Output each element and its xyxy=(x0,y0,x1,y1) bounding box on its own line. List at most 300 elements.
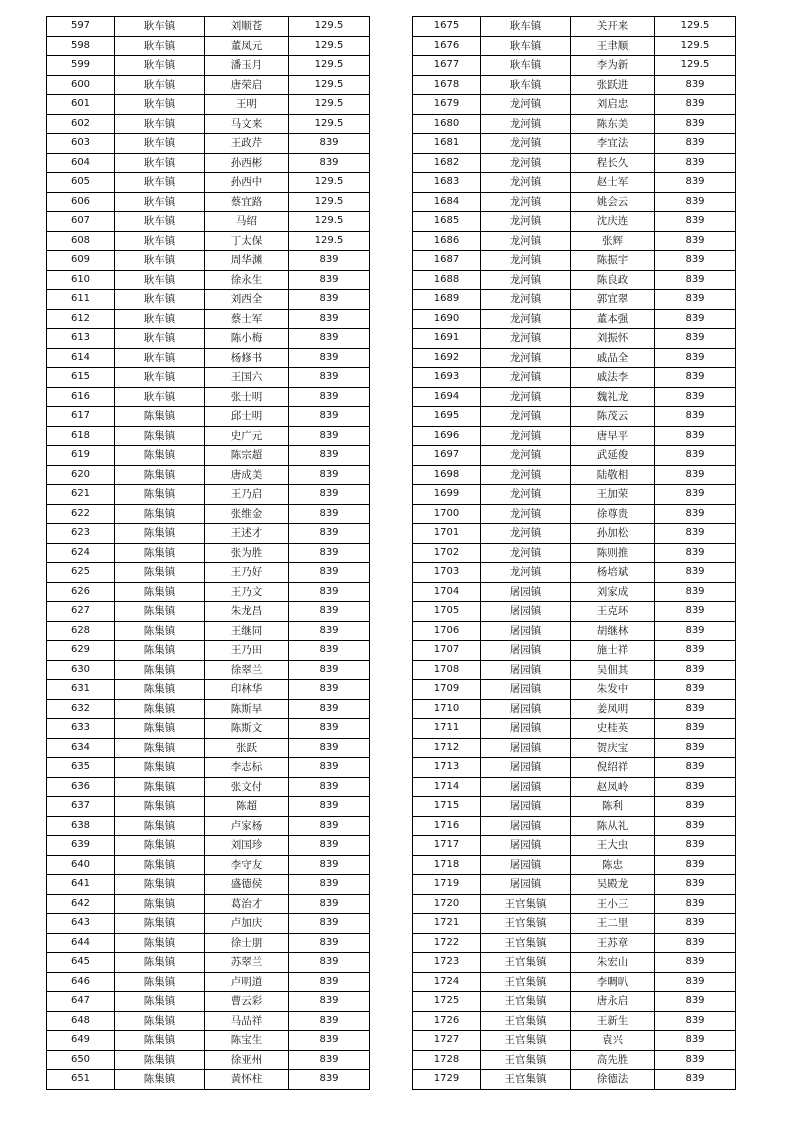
table-row xyxy=(47,95,370,115)
town-cell: 王官集镇 xyxy=(481,1070,571,1090)
town-cell: 陈集镇 xyxy=(115,582,205,602)
row-number: 1676 xyxy=(413,36,481,56)
row-number: 1696 xyxy=(413,426,481,446)
town-cell: 王官集镇 xyxy=(481,1011,571,1031)
town-cell: 陈集镇 xyxy=(115,1070,205,1090)
amount-cell: 839 xyxy=(655,1050,736,1070)
table-row xyxy=(47,465,370,485)
town-cell: 陈集镇 xyxy=(115,621,205,641)
row-number: 640 xyxy=(47,855,115,875)
town-cell: 屠园镇 xyxy=(481,738,571,758)
town-cell: 耿车镇 xyxy=(115,114,205,134)
row-number: 641 xyxy=(47,875,115,895)
row-number: 1727 xyxy=(413,1031,481,1051)
town-cell: 龙河镇 xyxy=(481,563,571,583)
name-cell: 刘家成 xyxy=(571,582,655,602)
name-cell: 印林华 xyxy=(205,680,289,700)
row-number: 599 xyxy=(47,56,115,76)
town-cell: 陈集镇 xyxy=(115,855,205,875)
town-cell: 陈集镇 xyxy=(115,524,205,544)
row-number: 607 xyxy=(47,212,115,232)
amount-cell: 839 xyxy=(289,426,370,446)
amount-cell: 839 xyxy=(289,933,370,953)
name-cell: 潘玉月 xyxy=(205,56,289,76)
row-number: 622 xyxy=(47,504,115,524)
table-row xyxy=(47,36,370,56)
name-cell: 刘国珍 xyxy=(205,836,289,856)
amount-cell: 839 xyxy=(655,953,736,973)
table-row xyxy=(413,777,736,797)
amount-cell: 839 xyxy=(289,446,370,466)
name-cell: 王继同 xyxy=(205,621,289,641)
amount-cell: 839 xyxy=(289,602,370,622)
amount-cell: 839 xyxy=(655,95,736,115)
row-number: 643 xyxy=(47,914,115,934)
amount-cell: 839 xyxy=(655,446,736,466)
row-number: 616 xyxy=(47,387,115,407)
town-cell: 王官集镇 xyxy=(481,1031,571,1051)
town-cell: 龙河镇 xyxy=(481,387,571,407)
town-cell: 陈集镇 xyxy=(115,797,205,817)
name-cell: 王克环 xyxy=(571,602,655,622)
amount-cell: 839 xyxy=(655,738,736,758)
name-cell: 刘振怀 xyxy=(571,329,655,349)
amount-cell: 839 xyxy=(289,563,370,583)
amount-cell: 839 xyxy=(289,387,370,407)
town-cell: 屠园镇 xyxy=(481,758,571,778)
name-cell: 马品祥 xyxy=(205,1011,289,1031)
row-number: 1721 xyxy=(413,914,481,934)
amount-cell: 839 xyxy=(289,329,370,349)
name-cell: 刘启忠 xyxy=(571,95,655,115)
table-row xyxy=(47,1031,370,1051)
town-cell: 陈集镇 xyxy=(115,426,205,446)
name-cell: 王乃启 xyxy=(205,485,289,505)
table-row xyxy=(413,543,736,563)
town-cell: 王官集镇 xyxy=(481,972,571,992)
name-cell: 陈宗超 xyxy=(205,446,289,466)
town-cell: 耿车镇 xyxy=(115,270,205,290)
table-row xyxy=(413,75,736,95)
amount-cell: 839 xyxy=(289,894,370,914)
name-cell: 陈宝生 xyxy=(205,1031,289,1051)
table-row xyxy=(413,36,736,56)
name-cell: 陈斯文 xyxy=(205,719,289,739)
town-cell: 屠园镇 xyxy=(481,680,571,700)
amount-cell: 839 xyxy=(655,407,736,427)
name-cell: 李宜法 xyxy=(571,134,655,154)
table-row xyxy=(47,543,370,563)
amount-cell: 839 xyxy=(289,407,370,427)
table-row xyxy=(47,173,370,193)
amount-cell: 839 xyxy=(289,1011,370,1031)
town-cell: 龙河镇 xyxy=(481,426,571,446)
name-cell: 陈振宇 xyxy=(571,251,655,271)
row-number: 1675 xyxy=(413,17,481,37)
row-number: 647 xyxy=(47,992,115,1012)
town-cell: 屠园镇 xyxy=(481,582,571,602)
amount-cell: 839 xyxy=(655,348,736,368)
name-cell: 张辉 xyxy=(571,231,655,251)
name-cell: 马文来 xyxy=(205,114,289,134)
table-row xyxy=(413,368,736,388)
town-cell: 屠园镇 xyxy=(481,855,571,875)
row-number: 1700 xyxy=(413,504,481,524)
table-row xyxy=(413,641,736,661)
table-row xyxy=(47,563,370,583)
town-cell: 陈集镇 xyxy=(115,485,205,505)
row-number: 1719 xyxy=(413,875,481,895)
table-row xyxy=(47,875,370,895)
row-number: 629 xyxy=(47,641,115,661)
table-row xyxy=(413,465,736,485)
town-cell: 陈集镇 xyxy=(115,914,205,934)
name-cell: 徐德法 xyxy=(571,1070,655,1090)
town-cell: 陈集镇 xyxy=(115,680,205,700)
table-row xyxy=(47,309,370,329)
table-row xyxy=(413,153,736,173)
row-number: 634 xyxy=(47,738,115,758)
name-cell: 张跃进 xyxy=(571,75,655,95)
amount-cell: 839 xyxy=(289,582,370,602)
row-number: 619 xyxy=(47,446,115,466)
amount-cell: 839 xyxy=(655,836,736,856)
name-cell: 杨培斌 xyxy=(571,563,655,583)
table-row xyxy=(413,485,736,505)
table-row xyxy=(413,56,736,76)
row-number: 1717 xyxy=(413,836,481,856)
row-number: 1687 xyxy=(413,251,481,271)
row-number: 635 xyxy=(47,758,115,778)
town-cell: 耿车镇 xyxy=(115,309,205,329)
table-row xyxy=(413,251,736,271)
town-cell: 陈集镇 xyxy=(115,933,205,953)
town-cell: 耿车镇 xyxy=(115,212,205,232)
table-row xyxy=(413,309,736,329)
town-cell: 耿车镇 xyxy=(115,368,205,388)
amount-cell: 839 xyxy=(289,855,370,875)
table-row xyxy=(413,816,736,836)
town-cell: 陈集镇 xyxy=(115,543,205,563)
town-cell: 龙河镇 xyxy=(481,173,571,193)
row-number: 644 xyxy=(47,933,115,953)
amount-cell: 839 xyxy=(655,602,736,622)
name-cell: 徐翠兰 xyxy=(205,660,289,680)
amount-cell: 839 xyxy=(289,621,370,641)
table-row xyxy=(413,173,736,193)
amount-cell: 839 xyxy=(289,465,370,485)
name-cell: 陈良政 xyxy=(571,270,655,290)
town-cell: 龙河镇 xyxy=(481,368,571,388)
table-row xyxy=(413,1011,736,1031)
table-row xyxy=(47,1070,370,1090)
name-cell: 陈从礼 xyxy=(571,816,655,836)
town-cell: 屠园镇 xyxy=(481,797,571,817)
table-row xyxy=(413,894,736,914)
name-cell: 王新生 xyxy=(571,1011,655,1031)
town-cell: 屠园镇 xyxy=(481,836,571,856)
town-cell: 王官集镇 xyxy=(481,953,571,973)
table-row xyxy=(413,270,736,290)
amount-cell: 839 xyxy=(289,719,370,739)
row-number: 1713 xyxy=(413,758,481,778)
row-number: 1704 xyxy=(413,582,481,602)
town-cell: 龙河镇 xyxy=(481,114,571,134)
name-cell: 刘顺苍 xyxy=(205,17,289,37)
row-number: 1694 xyxy=(413,387,481,407)
amount-cell: 839 xyxy=(289,758,370,778)
table-row xyxy=(413,504,736,524)
amount-cell: 839 xyxy=(289,251,370,271)
table-row xyxy=(413,212,736,232)
town-cell: 陈集镇 xyxy=(115,816,205,836)
row-number: 1728 xyxy=(413,1050,481,1070)
town-cell: 陈集镇 xyxy=(115,602,205,622)
amount-cell: 839 xyxy=(289,1050,370,1070)
row-number: 1691 xyxy=(413,329,481,349)
amount-cell: 839 xyxy=(655,699,736,719)
row-number: 1712 xyxy=(413,738,481,758)
name-cell: 吴殿龙 xyxy=(571,875,655,895)
row-number: 636 xyxy=(47,777,115,797)
amount-cell: 839 xyxy=(655,816,736,836)
amount-cell: 839 xyxy=(655,504,736,524)
town-cell: 王官集镇 xyxy=(481,992,571,1012)
table-row xyxy=(47,524,370,544)
amount-cell: 839 xyxy=(655,1011,736,1031)
town-cell: 陈集镇 xyxy=(115,504,205,524)
name-cell: 王国六 xyxy=(205,368,289,388)
town-cell: 屠园镇 xyxy=(481,816,571,836)
name-cell: 丁太保 xyxy=(205,231,289,251)
amount-cell: 129.5 xyxy=(289,75,370,95)
name-cell: 陈东美 xyxy=(571,114,655,134)
name-cell: 王乃文 xyxy=(205,582,289,602)
name-cell: 王政芹 xyxy=(205,134,289,154)
name-cell: 姚会云 xyxy=(571,192,655,212)
row-number: 1692 xyxy=(413,348,481,368)
amount-cell: 839 xyxy=(655,680,736,700)
town-cell: 陈集镇 xyxy=(115,660,205,680)
amount-cell: 839 xyxy=(289,348,370,368)
town-cell: 耿车镇 xyxy=(115,36,205,56)
name-cell: 陈小梅 xyxy=(205,329,289,349)
row-number: 1725 xyxy=(413,992,481,1012)
amount-cell: 839 xyxy=(655,485,736,505)
table-row xyxy=(413,933,736,953)
name-cell: 孙西彬 xyxy=(205,153,289,173)
name-cell: 吴佃其 xyxy=(571,660,655,680)
name-cell: 王乃好 xyxy=(205,563,289,583)
row-number: 1707 xyxy=(413,641,481,661)
row-number: 621 xyxy=(47,485,115,505)
town-cell: 屠园镇 xyxy=(481,719,571,739)
table-row xyxy=(413,426,736,446)
row-number: 1682 xyxy=(413,153,481,173)
table-row xyxy=(413,738,736,758)
name-cell: 戚法李 xyxy=(571,368,655,388)
town-cell: 龙河镇 xyxy=(481,134,571,154)
amount-cell: 839 xyxy=(655,114,736,134)
left-table-body xyxy=(47,17,370,1090)
amount-cell: 839 xyxy=(655,231,736,251)
table-row xyxy=(47,329,370,349)
town-cell: 龙河镇 xyxy=(481,524,571,544)
row-number: 651 xyxy=(47,1070,115,1090)
right-table-body xyxy=(413,17,736,1090)
town-cell: 陈集镇 xyxy=(115,777,205,797)
table-row xyxy=(413,446,736,466)
table-row xyxy=(413,134,736,154)
name-cell: 沈庆连 xyxy=(571,212,655,232)
town-cell: 耿车镇 xyxy=(481,56,571,76)
town-cell: 龙河镇 xyxy=(481,465,571,485)
town-cell: 王官集镇 xyxy=(481,894,571,914)
row-number: 1703 xyxy=(413,563,481,583)
town-cell: 王官集镇 xyxy=(481,1050,571,1070)
name-cell: 王明 xyxy=(205,95,289,115)
table-row xyxy=(47,797,370,817)
town-cell: 陈集镇 xyxy=(115,465,205,485)
table-row xyxy=(47,894,370,914)
amount-cell: 839 xyxy=(289,543,370,563)
row-number: 1716 xyxy=(413,816,481,836)
town-cell: 屠园镇 xyxy=(481,660,571,680)
table-row xyxy=(413,1070,736,1090)
table-row xyxy=(47,719,370,739)
row-number: 606 xyxy=(47,192,115,212)
town-cell: 陈集镇 xyxy=(115,1011,205,1031)
name-cell: 张士明 xyxy=(205,387,289,407)
town-cell: 陈集镇 xyxy=(115,1050,205,1070)
table-row xyxy=(47,290,370,310)
amount-cell: 839 xyxy=(289,660,370,680)
row-number: 632 xyxy=(47,699,115,719)
table-row xyxy=(47,992,370,1012)
amount-cell: 129.5 xyxy=(289,192,370,212)
row-number: 1710 xyxy=(413,699,481,719)
amount-cell: 839 xyxy=(289,368,370,388)
row-number: 1686 xyxy=(413,231,481,251)
table-row xyxy=(413,1050,736,1070)
name-cell: 徐亚州 xyxy=(205,1050,289,1070)
row-number: 631 xyxy=(47,680,115,700)
amount-cell: 839 xyxy=(655,758,736,778)
town-cell: 陈集镇 xyxy=(115,992,205,1012)
name-cell: 史广元 xyxy=(205,426,289,446)
row-number: 1715 xyxy=(413,797,481,817)
name-cell: 盛德侯 xyxy=(205,875,289,895)
town-cell: 龙河镇 xyxy=(481,231,571,251)
row-number: 1723 xyxy=(413,953,481,973)
town-cell: 陈集镇 xyxy=(115,758,205,778)
name-cell: 孙加松 xyxy=(571,524,655,544)
row-number: 612 xyxy=(47,309,115,329)
town-cell: 龙河镇 xyxy=(481,251,571,271)
amount-cell: 839 xyxy=(655,797,736,817)
name-cell: 程长久 xyxy=(571,153,655,173)
table-row xyxy=(47,758,370,778)
amount-cell: 839 xyxy=(289,816,370,836)
name-cell: 王大虫 xyxy=(571,836,655,856)
table-row xyxy=(47,855,370,875)
amount-cell: 839 xyxy=(289,153,370,173)
row-number: 618 xyxy=(47,426,115,446)
amount-cell: 129.5 xyxy=(289,231,370,251)
town-cell: 耿车镇 xyxy=(115,192,205,212)
amount-cell: 839 xyxy=(655,855,736,875)
amount-cell: 839 xyxy=(655,75,736,95)
name-cell: 李为新 xyxy=(571,56,655,76)
table-row xyxy=(47,680,370,700)
table-row xyxy=(413,699,736,719)
table-row xyxy=(413,621,736,641)
name-cell: 高先胜 xyxy=(571,1050,655,1070)
name-cell: 贺庆宝 xyxy=(571,738,655,758)
row-number: 600 xyxy=(47,75,115,95)
town-cell: 耿车镇 xyxy=(115,231,205,251)
amount-cell: 839 xyxy=(655,290,736,310)
town-cell: 陈集镇 xyxy=(115,563,205,583)
left-table xyxy=(46,16,370,1090)
town-cell: 龙河镇 xyxy=(481,270,571,290)
table-row xyxy=(47,153,370,173)
row-number: 638 xyxy=(47,816,115,836)
table-row xyxy=(413,660,736,680)
town-cell: 耿车镇 xyxy=(115,153,205,173)
table-row xyxy=(47,699,370,719)
table-row xyxy=(413,758,736,778)
amount-cell: 839 xyxy=(289,524,370,544)
town-cell: 耿车镇 xyxy=(481,17,571,37)
table-row xyxy=(413,992,736,1012)
amount-cell: 839 xyxy=(655,894,736,914)
amount-cell: 839 xyxy=(655,309,736,329)
row-number: 598 xyxy=(47,36,115,56)
town-cell: 陈集镇 xyxy=(115,738,205,758)
town-cell: 陈集镇 xyxy=(115,407,205,427)
name-cell: 杨修书 xyxy=(205,348,289,368)
table-row xyxy=(413,114,736,134)
row-number: 1718 xyxy=(413,855,481,875)
name-cell: 卢明道 xyxy=(205,972,289,992)
row-number: 637 xyxy=(47,797,115,817)
table-row xyxy=(413,192,736,212)
name-cell: 陈超 xyxy=(205,797,289,817)
amount-cell: 129.5 xyxy=(289,95,370,115)
row-number: 1693 xyxy=(413,368,481,388)
row-number: 1720 xyxy=(413,894,481,914)
amount-cell: 839 xyxy=(655,543,736,563)
town-cell: 陈集镇 xyxy=(115,972,205,992)
name-cell: 史桂英 xyxy=(571,719,655,739)
table-row xyxy=(47,426,370,446)
row-number: 609 xyxy=(47,251,115,271)
table-row xyxy=(413,1031,736,1051)
row-number: 648 xyxy=(47,1011,115,1031)
table-row xyxy=(47,641,370,661)
row-number: 1683 xyxy=(413,173,481,193)
town-cell: 王官集镇 xyxy=(481,933,571,953)
name-cell: 曹云彩 xyxy=(205,992,289,1012)
amount-cell: 839 xyxy=(289,777,370,797)
name-cell: 王乃田 xyxy=(205,641,289,661)
row-number: 630 xyxy=(47,660,115,680)
row-number: 1711 xyxy=(413,719,481,739)
row-number: 1701 xyxy=(413,524,481,544)
table-row xyxy=(413,290,736,310)
town-cell: 龙河镇 xyxy=(481,329,571,349)
